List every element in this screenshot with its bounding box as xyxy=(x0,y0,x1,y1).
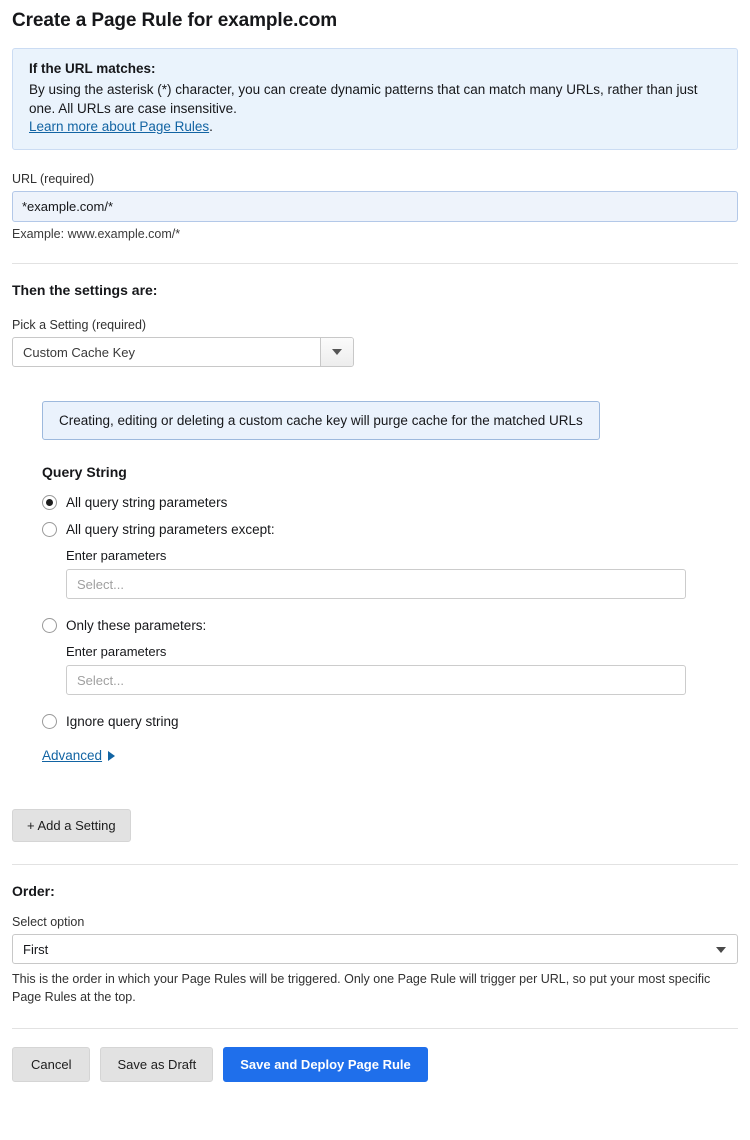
divider-settings xyxy=(12,263,738,264)
settings-section-heading: Then the settings are: xyxy=(12,282,158,298)
url-field-hint: Example: www.example.com/* xyxy=(12,227,181,241)
radio-label-only-these: Only these parameters: xyxy=(66,618,207,633)
chevron-right-icon xyxy=(108,751,115,761)
custom-cache-key-block xyxy=(42,401,738,763)
radio-icon-only-these[interactable] xyxy=(42,618,57,633)
callout-heading: If the URL matches: xyxy=(29,61,156,76)
pick-setting-value: Custom Cache Key xyxy=(23,344,135,360)
callout-period: . xyxy=(209,119,213,134)
radio-all-query-string-parameters[interactable] xyxy=(42,494,738,511)
radio-all-except[interactable] xyxy=(42,521,738,538)
only-parameters-block xyxy=(66,644,738,695)
radio-label-ignore: Ignore query string xyxy=(66,714,179,729)
only-parameters-label: Enter parameters xyxy=(66,644,167,659)
order-select-label: Select option xyxy=(12,915,85,929)
caret-down-shape xyxy=(332,349,342,355)
page-rule-form xyxy=(0,10,750,1140)
order-select-value: First xyxy=(23,941,49,957)
url-field-label: URL (required) xyxy=(12,172,95,186)
callout-body: By using the asterisk (*) character, you can create dynamic patterns that can match many URLs, rather than just one. All URLs are case insensitive. xyxy=(29,82,698,116)
except-parameters-block xyxy=(66,548,738,599)
purge-notice: Creating, editing or deleting a custom cache key will purge cache for the matched URLs xyxy=(42,401,600,440)
query-string-group-title: Query String xyxy=(42,464,127,480)
radio-ignore-query-string[interactable] xyxy=(42,713,738,730)
chevron-down-icon-order xyxy=(716,947,726,953)
cancel-button[interactable]: Cancel xyxy=(12,1047,90,1082)
advanced-toggle[interactable] xyxy=(42,748,738,763)
pick-setting-label: Pick a Setting (required) xyxy=(12,318,147,332)
order-heading: Order: xyxy=(12,883,55,899)
url-match-callout xyxy=(12,48,738,150)
page-title: Create a Page Rule for example.com xyxy=(12,10,338,31)
order-hint: This is the order in which your Page Rules will be triggered. Only one Page Rule will trigger per URL, so put your most specific Page Rules at the top. xyxy=(12,972,711,1004)
radio-icon-all-except[interactable] xyxy=(42,522,57,537)
url-input[interactable] xyxy=(12,191,738,222)
order-select[interactable] xyxy=(12,934,738,964)
except-parameters-input[interactable] xyxy=(66,569,686,599)
pick-setting-wrap xyxy=(12,337,354,367)
radio-icon-all[interactable] xyxy=(42,495,57,510)
chevron-down-icon[interactable] xyxy=(320,338,353,366)
footer-actions xyxy=(12,1047,738,1098)
radio-label-all: All query string parameters xyxy=(66,495,228,510)
radio-label-all-except: All query string parameters except: xyxy=(66,522,275,537)
advanced-label[interactable]: Advanced xyxy=(42,748,103,763)
only-parameters-input[interactable] xyxy=(66,665,686,695)
add-setting-wrap xyxy=(12,809,738,842)
save-as-draft-button[interactable]: Save as Draft xyxy=(100,1047,213,1082)
add-setting-button[interactable]: + Add a Setting xyxy=(12,809,131,842)
divider-footer xyxy=(12,1028,738,1029)
learn-more-link[interactable]: Learn more about Page Rules xyxy=(29,119,210,134)
divider-order xyxy=(12,864,738,865)
pick-setting-select[interactable] xyxy=(12,337,354,367)
radio-icon-ignore[interactable] xyxy=(42,714,57,729)
save-and-deploy-button[interactable]: Save and Deploy Page Rule xyxy=(223,1047,428,1082)
radio-only-these-parameters[interactable] xyxy=(42,617,738,634)
except-parameters-label: Enter parameters xyxy=(66,548,167,563)
